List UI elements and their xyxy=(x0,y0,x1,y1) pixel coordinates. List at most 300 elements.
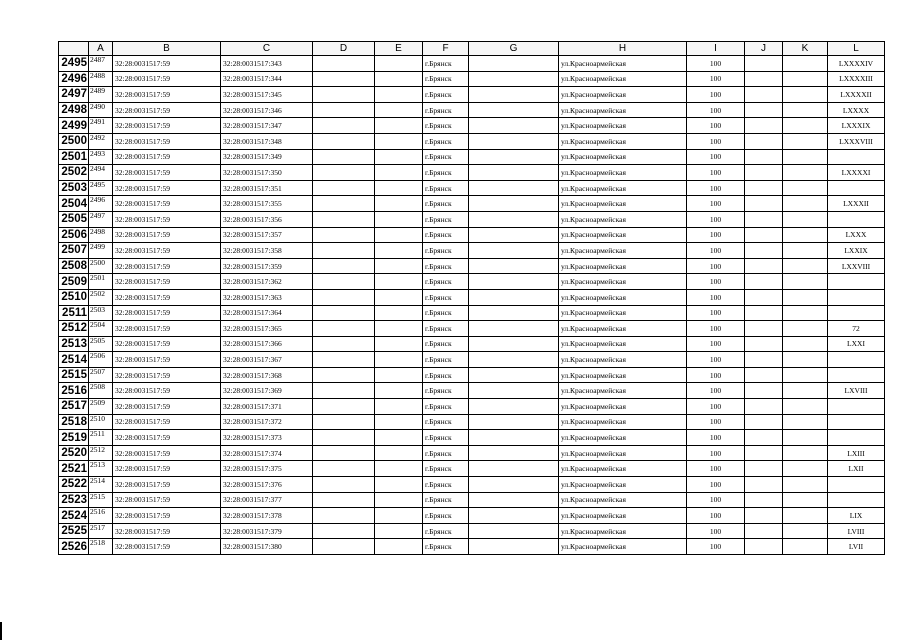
cell-j xyxy=(745,477,783,493)
cell-e xyxy=(375,539,423,555)
row-number: 2509 xyxy=(59,274,89,290)
table-row xyxy=(59,289,885,305)
cell-i: 100 xyxy=(687,414,745,430)
cell-f: г.Брянск xyxy=(423,508,469,524)
cell-g xyxy=(469,71,559,87)
cell-i: 100 xyxy=(687,87,745,103)
cell-g xyxy=(469,149,559,165)
cell-f: г.Брянск xyxy=(423,523,469,539)
cell-a: 2508 xyxy=(89,383,113,399)
cell-d xyxy=(313,243,375,259)
cell-e xyxy=(375,336,423,352)
cell-a: 2489 xyxy=(89,87,113,103)
cell-i: 100 xyxy=(687,165,745,181)
cell-g xyxy=(469,352,559,368)
row-number: 2517 xyxy=(59,399,89,415)
cell-h: ул.Красноармейская xyxy=(559,87,687,103)
cell-j xyxy=(745,539,783,555)
table-row xyxy=(59,102,885,118)
cell-j xyxy=(745,352,783,368)
cell-k xyxy=(783,118,828,134)
cell-c: 32:28:0031517:355 xyxy=(221,196,313,212)
cell-e xyxy=(375,274,423,290)
column-header-l: L xyxy=(828,42,885,56)
cell-c: 32:28:0031517:371 xyxy=(221,399,313,415)
row-number: 2522 xyxy=(59,477,89,493)
cell-l: LXXXII xyxy=(828,196,885,212)
table-row xyxy=(59,133,885,149)
cell-d xyxy=(313,477,375,493)
cell-g xyxy=(469,243,559,259)
cell-f: г.Брянск xyxy=(423,383,469,399)
table-row xyxy=(59,180,885,196)
column-header-k: K xyxy=(783,42,828,56)
cell-e xyxy=(375,243,423,259)
cell-f: г.Брянск xyxy=(423,149,469,165)
cell-l: LXIII xyxy=(828,445,885,461)
cell-g xyxy=(469,399,559,415)
cell-c: 32:28:0031517:358 xyxy=(221,243,313,259)
table-row xyxy=(59,477,885,493)
cell-e xyxy=(375,165,423,181)
cell-d xyxy=(313,445,375,461)
cell-i: 100 xyxy=(687,149,745,165)
cell-a: 2487 xyxy=(89,56,113,72)
cell-b: 32:28:0031517:59 xyxy=(113,196,221,212)
cell-f: г.Брянск xyxy=(423,305,469,321)
cell-f: г.Брянск xyxy=(423,258,469,274)
cell-j xyxy=(745,227,783,243)
cell-l xyxy=(828,367,885,383)
cell-g xyxy=(469,414,559,430)
cell-j xyxy=(745,321,783,337)
cell-f: г.Брянск xyxy=(423,352,469,368)
cell-b: 32:28:0031517:59 xyxy=(113,430,221,446)
cell-k xyxy=(783,133,828,149)
cell-c: 32:28:0031517:345 xyxy=(221,87,313,103)
cell-g xyxy=(469,165,559,181)
cell-b: 32:28:0031517:59 xyxy=(113,258,221,274)
cell-j xyxy=(745,430,783,446)
cell-l: LXXI xyxy=(828,336,885,352)
cell-d xyxy=(313,414,375,430)
cell-f: г.Брянск xyxy=(423,399,469,415)
cell-a: 2504 xyxy=(89,321,113,337)
table-row xyxy=(59,445,885,461)
row-number: 2496 xyxy=(59,71,89,87)
cell-c: 32:28:0031517:376 xyxy=(221,477,313,493)
cell-l xyxy=(828,399,885,415)
cell-j xyxy=(745,56,783,72)
cell-h: ул.Красноармейская xyxy=(559,492,687,508)
cell-a: 2515 xyxy=(89,492,113,508)
cell-c: 32:28:0031517:347 xyxy=(221,118,313,134)
cell-l xyxy=(828,477,885,493)
cell-c: 32:28:0031517:363 xyxy=(221,289,313,305)
row-number: 2512 xyxy=(59,321,89,337)
table-row xyxy=(59,56,885,72)
cell-f: г.Брянск xyxy=(423,445,469,461)
cell-d xyxy=(313,258,375,274)
cell-c: 32:28:0031517:367 xyxy=(221,352,313,368)
cell-g xyxy=(469,133,559,149)
cell-c: 32:28:0031517:380 xyxy=(221,539,313,555)
table-row xyxy=(59,508,885,524)
row-number: 2516 xyxy=(59,383,89,399)
row-number: 2523 xyxy=(59,492,89,508)
row-number: 2502 xyxy=(59,165,89,181)
cell-k xyxy=(783,274,828,290)
cell-g xyxy=(469,336,559,352)
cell-d xyxy=(313,508,375,524)
cell-f: г.Брянск xyxy=(423,274,469,290)
cell-j xyxy=(745,133,783,149)
cell-j xyxy=(745,336,783,352)
cell-e xyxy=(375,196,423,212)
cell-g xyxy=(469,274,559,290)
cell-e xyxy=(375,461,423,477)
cell-h: ул.Красноармейская xyxy=(559,227,687,243)
cell-j xyxy=(745,258,783,274)
cell-d xyxy=(313,523,375,539)
row-number: 2520 xyxy=(59,445,89,461)
cell-l: 72 xyxy=(828,321,885,337)
cell-g xyxy=(469,539,559,555)
cell-a: 2500 xyxy=(89,258,113,274)
cell-a: 2498 xyxy=(89,227,113,243)
cell-g xyxy=(469,383,559,399)
cell-h: ул.Красноармейская xyxy=(559,430,687,446)
cell-b: 32:28:0031517:59 xyxy=(113,523,221,539)
cell-k xyxy=(783,102,828,118)
cell-i: 100 xyxy=(687,477,745,493)
cell-e xyxy=(375,149,423,165)
cell-g xyxy=(469,492,559,508)
table-row xyxy=(59,523,885,539)
cell-g xyxy=(469,477,559,493)
cell-d xyxy=(313,118,375,134)
cell-k xyxy=(783,523,828,539)
cell-j xyxy=(745,492,783,508)
table-row xyxy=(59,196,885,212)
cell-d xyxy=(313,149,375,165)
cell-d xyxy=(313,227,375,243)
cell-l: LXXXXIII xyxy=(828,71,885,87)
cell-j xyxy=(745,196,783,212)
cell-c: 32:28:0031517:350 xyxy=(221,165,313,181)
cell-f: г.Брянск xyxy=(423,336,469,352)
row-number: 2518 xyxy=(59,414,89,430)
cell-e xyxy=(375,523,423,539)
cell-c: 32:28:0031517:359 xyxy=(221,258,313,274)
cell-a: 2492 xyxy=(89,133,113,149)
cell-f: г.Брянск xyxy=(423,539,469,555)
cell-l xyxy=(828,289,885,305)
cell-d xyxy=(313,539,375,555)
row-number: 2515 xyxy=(59,367,89,383)
cell-c: 32:28:0031517:378 xyxy=(221,508,313,524)
cell-b: 32:28:0031517:59 xyxy=(113,445,221,461)
cell-c: 32:28:0031517:356 xyxy=(221,211,313,227)
cell-h: ул.Красноармейская xyxy=(559,289,687,305)
cell-g xyxy=(469,56,559,72)
cell-e xyxy=(375,383,423,399)
cell-k xyxy=(783,258,828,274)
table-row xyxy=(59,352,885,368)
cell-g xyxy=(469,180,559,196)
column-header-row xyxy=(59,42,885,56)
cell-d xyxy=(313,399,375,415)
cell-f: г.Брянск xyxy=(423,492,469,508)
cell-c: 32:28:0031517:374 xyxy=(221,445,313,461)
cell-e xyxy=(375,508,423,524)
cell-f: г.Брянск xyxy=(423,321,469,337)
cell-e xyxy=(375,352,423,368)
cell-g xyxy=(469,258,559,274)
cell-b: 32:28:0031517:59 xyxy=(113,414,221,430)
cell-i: 100 xyxy=(687,196,745,212)
cell-g xyxy=(469,196,559,212)
cell-c: 32:28:0031517:346 xyxy=(221,102,313,118)
table-row xyxy=(59,274,885,290)
cell-d xyxy=(313,165,375,181)
cell-j xyxy=(745,71,783,87)
cell-j xyxy=(745,414,783,430)
cell-e xyxy=(375,414,423,430)
cell-e xyxy=(375,87,423,103)
cell-j xyxy=(745,305,783,321)
cell-i: 100 xyxy=(687,243,745,259)
cell-i: 100 xyxy=(687,367,745,383)
cell-k xyxy=(783,56,828,72)
column-header-a: A xyxy=(89,42,113,56)
cell-l: LXXXX xyxy=(828,102,885,118)
cell-c: 32:28:0031517:351 xyxy=(221,180,313,196)
cell-f: г.Брянск xyxy=(423,289,469,305)
cell-h: ул.Красноармейская xyxy=(559,211,687,227)
cell-b: 32:28:0031517:59 xyxy=(113,118,221,134)
cell-e xyxy=(375,133,423,149)
cell-e xyxy=(375,477,423,493)
cell-l xyxy=(828,414,885,430)
cell-j xyxy=(745,445,783,461)
column-header-f: F xyxy=(423,42,469,56)
cell-k xyxy=(783,383,828,399)
cell-j xyxy=(745,87,783,103)
cell-l: LXXXXII xyxy=(828,87,885,103)
cell-k xyxy=(783,149,828,165)
cell-a: 2491 xyxy=(89,118,113,134)
cell-d xyxy=(313,87,375,103)
cell-f: г.Брянск xyxy=(423,243,469,259)
cell-f: г.Брянск xyxy=(423,118,469,134)
column-header-b: B xyxy=(113,42,221,56)
table-row xyxy=(59,383,885,399)
row-number: 2495 xyxy=(59,56,89,72)
row-number: 2511 xyxy=(59,305,89,321)
cell-b: 32:28:0031517:59 xyxy=(113,352,221,368)
cell-l: LXVIII xyxy=(828,383,885,399)
row-number: 2498 xyxy=(59,102,89,118)
cell-h: ул.Красноармейская xyxy=(559,165,687,181)
cell-i: 100 xyxy=(687,289,745,305)
cell-b: 32:28:0031517:59 xyxy=(113,165,221,181)
cell-i: 100 xyxy=(687,180,745,196)
cell-e xyxy=(375,289,423,305)
row-number: 2514 xyxy=(59,352,89,368)
cell-k xyxy=(783,414,828,430)
cell-c: 32:28:0031517:343 xyxy=(221,56,313,72)
cell-l xyxy=(828,274,885,290)
cell-l xyxy=(828,492,885,508)
cell-d xyxy=(313,430,375,446)
cell-h: ул.Красноармейская xyxy=(559,367,687,383)
cell-g xyxy=(469,211,559,227)
cell-b: 32:28:0031517:59 xyxy=(113,102,221,118)
cell-i: 100 xyxy=(687,461,745,477)
row-number: 2505 xyxy=(59,211,89,227)
cell-e xyxy=(375,492,423,508)
cell-c: 32:28:0031517:366 xyxy=(221,336,313,352)
cell-h: ул.Красноармейская xyxy=(559,102,687,118)
cell-e xyxy=(375,102,423,118)
cell-j xyxy=(745,211,783,227)
cell-k xyxy=(783,289,828,305)
cell-c: 32:28:0031517:379 xyxy=(221,523,313,539)
cell-b: 32:28:0031517:59 xyxy=(113,321,221,337)
cell-k xyxy=(783,321,828,337)
cell-a: 2512 xyxy=(89,445,113,461)
cell-c: 32:28:0031517:349 xyxy=(221,149,313,165)
cell-b: 32:28:0031517:59 xyxy=(113,149,221,165)
cell-k xyxy=(783,165,828,181)
row-number: 2499 xyxy=(59,118,89,134)
cell-j xyxy=(745,118,783,134)
cell-j xyxy=(745,243,783,259)
cell-h: ул.Красноармейская xyxy=(559,196,687,212)
cell-a: 2497 xyxy=(89,211,113,227)
cell-l: LXXXXI xyxy=(828,165,885,181)
table-row xyxy=(59,321,885,337)
cell-f: г.Брянск xyxy=(423,102,469,118)
cell-b: 32:28:0031517:59 xyxy=(113,133,221,149)
row-number: 2524 xyxy=(59,508,89,524)
cell-d xyxy=(313,305,375,321)
cell-c: 32:28:0031517:372 xyxy=(221,414,313,430)
cell-k xyxy=(783,539,828,555)
cell-a: 2514 xyxy=(89,477,113,493)
row-number: 2507 xyxy=(59,243,89,259)
cell-a: 2488 xyxy=(89,71,113,87)
cell-a: 2516 xyxy=(89,508,113,524)
cell-e xyxy=(375,211,423,227)
cell-c: 32:28:0031517:365 xyxy=(221,321,313,337)
cell-h: ул.Красноармейская xyxy=(559,352,687,368)
column-header-h: H xyxy=(559,42,687,56)
cell-e xyxy=(375,180,423,196)
cell-a: 2501 xyxy=(89,274,113,290)
cell-g xyxy=(469,445,559,461)
cell-l xyxy=(828,180,885,196)
cell-b: 32:28:0031517:59 xyxy=(113,336,221,352)
cell-h: ул.Красноармейская xyxy=(559,71,687,87)
cell-h: ул.Красноармейская xyxy=(559,383,687,399)
cell-g xyxy=(469,118,559,134)
cell-d xyxy=(313,383,375,399)
cell-e xyxy=(375,445,423,461)
cell-c: 32:28:0031517:373 xyxy=(221,430,313,446)
cell-a: 2490 xyxy=(89,102,113,118)
cell-f: г.Брянск xyxy=(423,165,469,181)
cell-k xyxy=(783,461,828,477)
cell-h: ул.Красноармейская xyxy=(559,414,687,430)
cell-a: 2510 xyxy=(89,414,113,430)
cell-d xyxy=(313,289,375,305)
cell-b: 32:28:0031517:59 xyxy=(113,383,221,399)
scan-edge-mark xyxy=(0,622,2,640)
cell-c: 32:28:0031517:375 xyxy=(221,461,313,477)
cell-a: 2494 xyxy=(89,165,113,181)
cell-b: 32:28:0031517:59 xyxy=(113,508,221,524)
cell-l xyxy=(828,149,885,165)
cell-l: LVII xyxy=(828,539,885,555)
cell-a: 2518 xyxy=(89,539,113,555)
cell-k xyxy=(783,211,828,227)
row-number: 2500 xyxy=(59,133,89,149)
column-header-d: D xyxy=(313,42,375,56)
cell-h: ул.Красноармейская xyxy=(559,539,687,555)
cell-d xyxy=(313,102,375,118)
cell-a: 2493 xyxy=(89,149,113,165)
cell-g xyxy=(469,305,559,321)
cell-e xyxy=(375,399,423,415)
table-row xyxy=(59,336,885,352)
column-header-c: C xyxy=(221,42,313,56)
cell-b: 32:28:0031517:59 xyxy=(113,87,221,103)
cell-h: ул.Красноармейская xyxy=(559,477,687,493)
cell-a: 2511 xyxy=(89,430,113,446)
cell-i: 100 xyxy=(687,539,745,555)
cell-f: г.Брянск xyxy=(423,227,469,243)
cell-d xyxy=(313,492,375,508)
cell-i: 100 xyxy=(687,305,745,321)
cell-k xyxy=(783,227,828,243)
table-row xyxy=(59,461,885,477)
cell-e xyxy=(375,56,423,72)
cell-f: г.Брянск xyxy=(423,430,469,446)
table-row xyxy=(59,367,885,383)
cell-b: 32:28:0031517:59 xyxy=(113,367,221,383)
cell-e xyxy=(375,430,423,446)
corner-header xyxy=(59,42,89,56)
cell-f: г.Брянск xyxy=(423,414,469,430)
cell-h: ул.Красноармейская xyxy=(559,274,687,290)
cell-b: 32:28:0031517:59 xyxy=(113,399,221,415)
cell-d xyxy=(313,180,375,196)
column-header-j: J xyxy=(745,42,783,56)
cell-g xyxy=(469,227,559,243)
cell-k xyxy=(783,305,828,321)
cell-k xyxy=(783,477,828,493)
cell-k xyxy=(783,367,828,383)
table-row xyxy=(59,539,885,555)
cell-g xyxy=(469,87,559,103)
cell-k xyxy=(783,336,828,352)
column-header-g: G xyxy=(469,42,559,56)
cell-h: ул.Красноармейская xyxy=(559,461,687,477)
cell-k xyxy=(783,87,828,103)
spreadsheet-table xyxy=(58,41,885,555)
